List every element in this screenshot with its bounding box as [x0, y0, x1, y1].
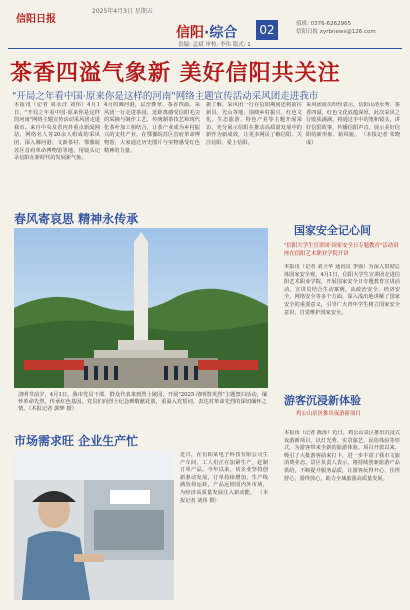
right-title-1: 国家安全记心间 [294, 224, 371, 237]
page-number: 02 [256, 20, 278, 40]
right-title-2: 游客沉浸新体验 [284, 394, 361, 407]
lead-headline: 茶香四溢气象新 美好信阳共关注 [10, 60, 341, 86]
factory-worker-photo [14, 450, 174, 600]
section-name: 信阳 [176, 25, 204, 41]
lead-subheadline: "开局之年看中国·原来你是这样的河南"网络主题宣传活动采风团走进我市 [12, 91, 319, 102]
newspaper-logo: 信阳日报 [16, 14, 56, 25]
story2-title: 春风寄哀思 精神永传承 [14, 212, 139, 226]
right-text-2: 本报讯（记者 陈涛）近日，鸡公山景区推出沉浸式夜游新项目，以灯光秀、实景演艺、民俗体验等形式，为游客带来全新的旅游体验。项目开放以来，吸引了大批游客前来打卡，进一步丰富了我市文旅消费业态。景区负责人表示，将持续创新旅游产品供给，不断提升服务品质，让游客玩得开心、住得舒心、游得放心，助力全域旅游高质量发展。 [284, 430, 400, 482]
monument-photo [14, 228, 268, 388]
editors-line: 责编: 孟斌 审校: 李伟 版式: 1 [178, 42, 251, 48]
contact-email: 信阳日报 xyrbnews@126.com [296, 29, 376, 35]
lead-column-4: 采风团成员纷纷表示，信阳山清水秀、茶香四溢，红色文化底蕴深厚，此次采风之行收获满满，将通过手中的笔和镜头，讲好信阳故事，传播信阳声音，展示美好信阳的新形象、新风貌。 （本报记者 朱晓成） [306, 102, 400, 146]
photo-caption: 清明节前夕，4月1日，我市党员干部、群众代表来到烈士陵园，开展"2025·清明祭英烈"主题祭扫活动，缅怀革命先烈，传承红色基因。党员们向烈士纪念碑敬献花篮，重温入党誓词，表达对革命先烈的深切缅怀之情。（本报记者 郭梦 摄） [18, 392, 268, 412]
lead-column-2: 4月的浉河港，层峦叠翠，茶香四溢。采风团一行走进茶园，近距离感受信阳毛尖的采摘与制作工艺，传统制茶技艺和现代化茶叶加工相结合，让茶产业成为乡村振兴的支柱产业。在鄂豫皖苏区首府革命博物馆，大家通过历史图片与实物感受红色精神的力量。 [104, 102, 200, 154]
contact-phone: 值班: 0376-6262965 [296, 21, 352, 27]
lead-column-3: 据了解，采风团一行在信阳期间还将前往新县、光山等地，围绕乡村振兴、红色文化、生态旅游、特色产业等主题开展采访，充分展示信阳在推动高质量发展中的新作为新成效，让更多网民了解信阳、关注信阳、爱上信阳。 [206, 102, 302, 146]
lead-column-1: 本报讯（记者 周永洋 刘伟）4月1日，"开局之年看中国·原来你是这样的河南"网络主题宣传活动采风团走进我市。来自中央及省内外重点新闻网站、网络名人等20余人组成的采风团，深入浉河港、文新茶村、鄂豫皖苏区首府革命博物馆等地，用镜头记录信阳在新时代的发展新气象。 [14, 102, 100, 162]
date-line: 2025年4月3日 星期五 [92, 8, 153, 15]
section-tail: ·综合 [204, 25, 238, 41]
right-sidebar [276, 214, 404, 604]
right-subtitle-2: 鸡公山景区推出夜游新项目 [296, 411, 361, 417]
masthead [8, 4, 402, 48]
right-text-1: 本报讯（记者 刘卫华 通讯员 李强）为深入贯彻总体国家安全观，4月1日，信阳大学生宣讲团走进信阳艺术职业学院，开展国家安全日专题教育宣讲活动。宣讲员结合生动案例，从政治安全、经济安全、网络安全等多个方面，深入浅出地讲解了国家安全的重要意义，引导广大青年学生树立国家安全意识，自觉维护国家安全。 [284, 264, 400, 316]
right-subtitle-1: "信阳大学生宣讲团·国家安全日专题教育"活动讲座在信阳艺术职业学院开讲 [284, 243, 399, 257]
contact-info [296, 20, 376, 36]
section-title [176, 22, 237, 42]
story3-text: 近日，在信阳某电子科技有限公司生产车间，工人们正在加紧生产，赶制订单产品。今年以来，该企业坚持创新驱动发展，订单持续增加，生产线满负荷运转，产品远销国内外市场，为经济高质量发展注入新动能。 （本报记者 刘伟 摄） [180, 452, 268, 504]
story3-title: 市场需求旺 企业生产忙 [14, 434, 139, 448]
header-rule [8, 48, 402, 49]
